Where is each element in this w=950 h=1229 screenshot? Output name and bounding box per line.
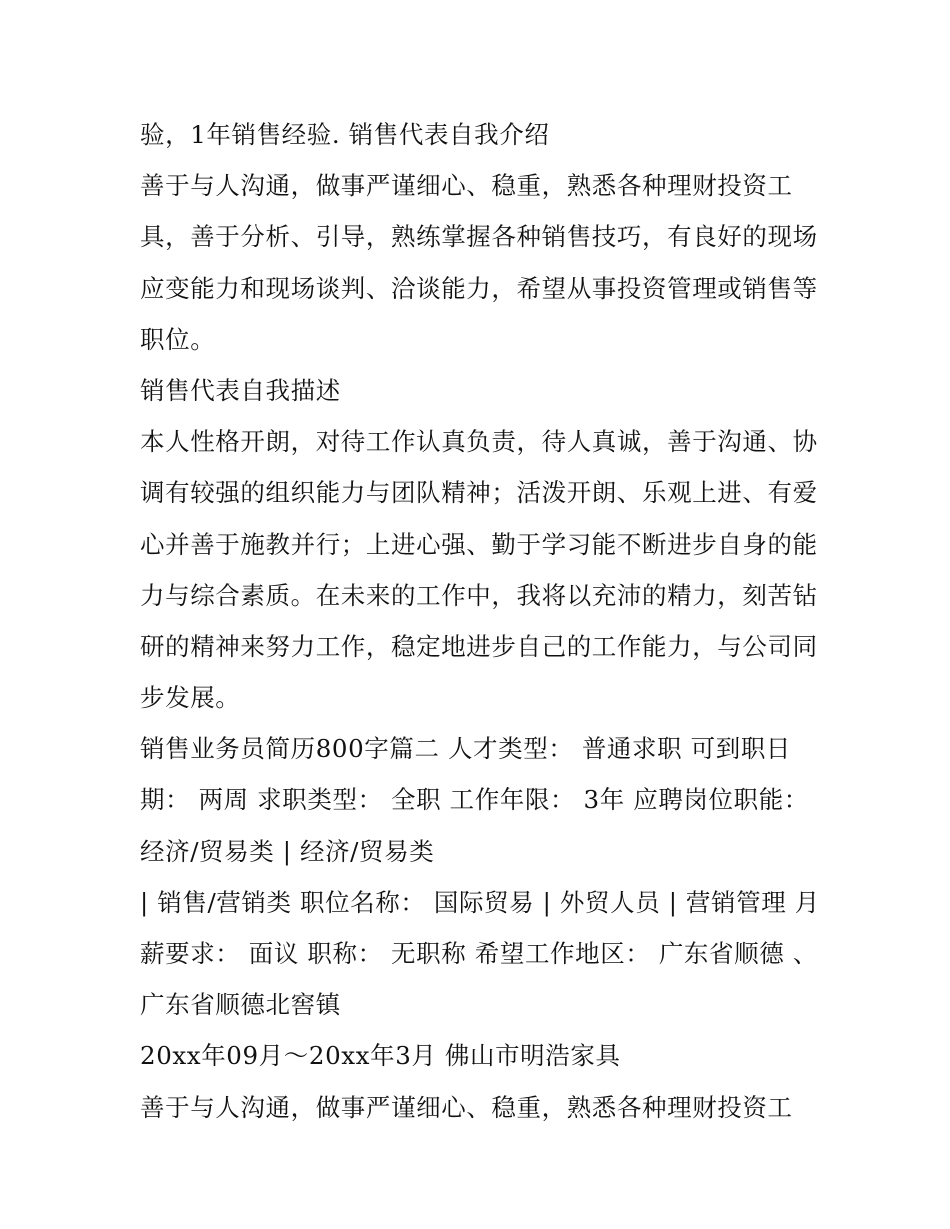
text-line: 研的精神来努力工作，稳定地进步自己的工作能力，与公司同 bbox=[140, 631, 818, 661]
text-line: 验，1年销售经验. 销售代表自我介绍 bbox=[140, 120, 550, 149]
text-line: 善于与人沟通，做事严谨细心、稳重，熟悉各种理财投资工 bbox=[140, 171, 793, 201]
text-line: 职位。 bbox=[140, 324, 216, 354]
text-line: 经济/贸易类 | 经济/贸易类 bbox=[140, 836, 435, 866]
text-line: 销售业务员简历800字篇二 人才类型： 普通求职 可到职日 bbox=[140, 734, 792, 764]
document-body bbox=[140, 109, 820, 1133]
section-heading: 销售代表自我描述 bbox=[140, 375, 341, 405]
text-line: 期： 两周 求职类型： 全职 工作年限： 3年 应聘岗位职能： bbox=[140, 785, 809, 815]
text-line: 20xx年09月～20xx年3月 佛山市明浩家具 bbox=[140, 1041, 621, 1071]
text-line: | 销售/营销类 职位名称： 国际贸易 | 外贸人员 | 营销管理 月 bbox=[140, 887, 820, 917]
text-line: 心并善于施教并行；上进心强、勤于学习能不断进步自身的能 bbox=[140, 529, 818, 559]
text-line: 具，善于分析、引导，熟练掌握各种销售技巧，有良好的现场 bbox=[140, 222, 818, 252]
text-line: 本人性格开朗，对待工作认真负责，待人真诚，善于沟通、协 bbox=[140, 427, 818, 457]
text-line: 广东省顺德北窖镇 bbox=[140, 990, 341, 1020]
text-line: 步发展。 bbox=[140, 683, 241, 713]
text-line: 善于与人沟通，做事严谨细心、稳重，熟悉各种理财投资工 bbox=[140, 1092, 793, 1122]
text-line: 应变能力和现场谈判、洽谈能力，希望从事投资管理或销售等 bbox=[140, 273, 818, 303]
text-line: 调有较强的组织能力与团队精神；活泼开朗、乐观上进、有爱 bbox=[140, 478, 818, 508]
text-line: 力与综合素质。在未来的工作中，我将以充沛的精力，刻苦钻 bbox=[140, 580, 818, 610]
text-line: 薪要求： 面议 职称： 无职称 希望工作地区： 广东省顺德 、 bbox=[140, 939, 818, 968]
